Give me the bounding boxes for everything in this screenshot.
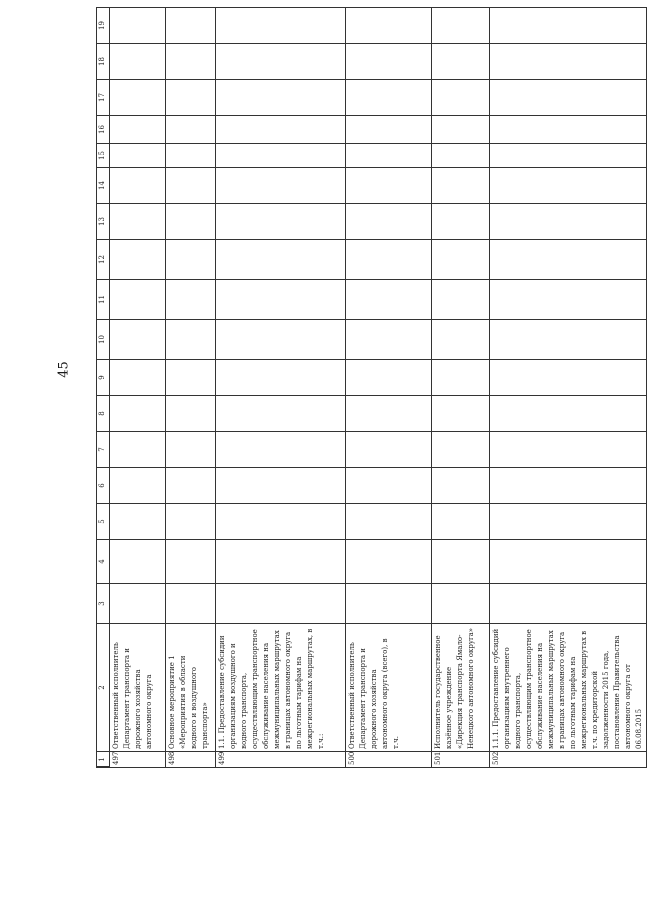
row-value-cell <box>432 396 490 432</box>
row-value-cell <box>432 204 490 240</box>
row-value-cell <box>110 360 166 396</box>
row-value-cell <box>110 504 166 540</box>
row-value-cell <box>346 44 432 80</box>
row-value-cell <box>490 584 647 624</box>
row-value-cell <box>432 504 490 540</box>
row-description: 1.1. Предоставление субсидии организациям воздушного и водного транспорта, осуществляющим транспортное обслуживание населения на межмуниципальных маршрутах в границах автономного округа по льготным тарифам на межрегиональных маршрутах, в т.ч.: <box>216 624 346 752</box>
row-value-cell <box>346 432 432 468</box>
row-value-cell <box>490 432 647 468</box>
row-value-cell <box>166 432 216 468</box>
row-value-cell <box>166 168 216 204</box>
row-description: 1.1.1. Предоставление субсидий организациям внутреннего водного транспорта, осуществляющим транспортное обслуживание населения на межмуниципальных маршрутах в границах автономного округа по льготным тарифам на межрегиональных маршрутах в т.ч. по кредиторской задолженности 2015 года, постановление Правительства автономного округа от 06.08.2015 <box>490 624 647 752</box>
row-value-cell <box>432 116 490 144</box>
row-value-cell <box>432 8 490 44</box>
column-header: 8 <box>97 396 110 432</box>
row-value-cell <box>166 8 216 44</box>
column-header: 19 <box>97 8 110 44</box>
row-value-cell <box>432 584 490 624</box>
row-description: Исполнитель государственное казённое учреждение «Дирекция транспорта Ямало-Ненецкого автономного округа» <box>432 624 490 752</box>
row-value-cell <box>490 280 647 320</box>
row-value-cell <box>216 584 346 624</box>
row-value-cell <box>166 540 216 584</box>
header-row <box>97 8 110 768</box>
row-number: 502 <box>490 752 647 768</box>
row-value-cell <box>490 116 647 144</box>
row-number: 498 <box>166 752 216 768</box>
frame-stub-line <box>96 12 97 34</box>
budget-table <box>96 7 647 768</box>
row-value-cell <box>490 80 647 116</box>
column-header: 15 <box>97 144 110 168</box>
row-value-cell <box>110 80 166 116</box>
table-row <box>110 8 166 768</box>
row-value-cell <box>432 468 490 504</box>
row-value-cell <box>346 144 432 168</box>
row-value-cell <box>432 540 490 584</box>
frame-stub-line <box>96 766 110 767</box>
table-row <box>166 8 216 768</box>
row-value-cell <box>490 204 647 240</box>
row-value-cell <box>110 584 166 624</box>
row-number: 500 <box>346 752 432 768</box>
row-value-cell <box>216 44 346 80</box>
column-header: 12 <box>97 240 110 280</box>
row-value-cell <box>432 320 490 360</box>
row-value-cell <box>110 320 166 360</box>
row-value-cell <box>110 8 166 44</box>
row-value-cell <box>490 360 647 396</box>
row-value-cell <box>490 540 647 584</box>
row-value-cell <box>346 320 432 360</box>
row-value-cell <box>346 280 432 320</box>
row-value-cell <box>110 240 166 280</box>
row-value-cell <box>110 168 166 204</box>
row-value-cell <box>166 280 216 320</box>
column-header: 18 <box>97 44 110 80</box>
column-header: 4 <box>97 540 110 584</box>
column-header: 5 <box>97 504 110 540</box>
row-value-cell <box>110 280 166 320</box>
row-value-cell <box>490 240 647 280</box>
row-value-cell <box>216 116 346 144</box>
row-value-cell <box>110 44 166 80</box>
row-value-cell <box>346 540 432 584</box>
row-value-cell <box>110 144 166 168</box>
column-header: 2 <box>97 624 110 752</box>
row-value-cell <box>432 240 490 280</box>
column-header: 14 <box>97 168 110 204</box>
row-value-cell <box>216 8 346 44</box>
column-header: 17 <box>97 80 110 116</box>
row-value-cell <box>346 204 432 240</box>
column-header: 3 <box>97 584 110 624</box>
table-row <box>216 8 346 768</box>
row-value-cell <box>346 168 432 204</box>
row-value-cell <box>490 468 647 504</box>
row-value-cell <box>346 584 432 624</box>
row-value-cell <box>346 468 432 504</box>
row-value-cell <box>166 396 216 432</box>
row-value-cell <box>166 584 216 624</box>
column-header: 9 <box>97 360 110 396</box>
row-value-cell <box>216 504 346 540</box>
column-header: 10 <box>97 320 110 360</box>
table-row <box>346 8 432 768</box>
row-value-cell <box>110 396 166 432</box>
row-value-cell <box>216 240 346 280</box>
row-value-cell <box>216 320 346 360</box>
table-row <box>490 8 647 768</box>
row-value-cell <box>346 360 432 396</box>
row-value-cell <box>216 80 346 116</box>
row-value-cell <box>110 468 166 504</box>
column-header: 16 <box>97 116 110 144</box>
row-value-cell <box>432 144 490 168</box>
row-number: 501 <box>432 752 490 768</box>
column-header: 1 <box>97 752 110 768</box>
column-header: 13 <box>97 204 110 240</box>
row-value-cell <box>166 204 216 240</box>
row-value-cell <box>166 144 216 168</box>
row-value-cell <box>432 44 490 80</box>
row-value-cell <box>216 204 346 240</box>
row-value-cell <box>490 168 647 204</box>
row-value-cell <box>216 468 346 504</box>
row-value-cell <box>490 504 647 540</box>
row-value-cell <box>216 360 346 396</box>
row-value-cell <box>490 144 647 168</box>
row-value-cell <box>432 360 490 396</box>
row-value-cell <box>490 44 647 80</box>
row-value-cell <box>346 504 432 540</box>
row-value-cell <box>166 468 216 504</box>
row-value-cell <box>346 396 432 432</box>
row-description: Основное мероприятие 1 «Мероприятия в области водного и воздушного транспорта» <box>166 624 216 752</box>
row-value-cell <box>432 280 490 320</box>
row-value-cell <box>346 8 432 44</box>
row-value-cell <box>216 432 346 468</box>
row-number: 497 <box>110 752 166 768</box>
column-header: 6 <box>97 468 110 504</box>
row-value-cell <box>346 80 432 116</box>
column-header: 11 <box>97 280 110 320</box>
row-value-cell <box>110 116 166 144</box>
row-value-cell <box>166 116 216 144</box>
row-value-cell <box>432 168 490 204</box>
row-value-cell <box>110 540 166 584</box>
row-value-cell <box>490 320 647 360</box>
row-value-cell <box>110 204 166 240</box>
row-value-cell <box>490 396 647 432</box>
row-value-cell <box>166 44 216 80</box>
rotated-table-wrapper <box>96 12 643 768</box>
column-header: 7 <box>97 432 110 468</box>
row-value-cell <box>216 396 346 432</box>
row-value-cell <box>432 80 490 116</box>
row-number: 499 <box>216 752 346 768</box>
row-value-cell <box>346 116 432 144</box>
row-value-cell <box>166 360 216 396</box>
row-value-cell <box>432 432 490 468</box>
row-value-cell <box>216 280 346 320</box>
row-value-cell <box>216 144 346 168</box>
row-description: Ответственный исполнитель Департамент транспорта и дорожного хозяйства автономного округа <box>110 624 166 752</box>
row-value-cell <box>346 240 432 280</box>
row-value-cell <box>490 8 647 44</box>
table-row <box>432 8 490 768</box>
row-value-cell <box>216 168 346 204</box>
row-description: Ответственный исполнитель Департамент транспорта и дорожного хозяйства автономного округа (всего), в т.ч. <box>346 624 432 752</box>
row-value-cell <box>166 240 216 280</box>
page-number: 45 <box>56 361 72 378</box>
row-value-cell <box>166 504 216 540</box>
row-value-cell <box>110 432 166 468</box>
row-value-cell <box>216 540 346 584</box>
row-value-cell <box>166 80 216 116</box>
row-value-cell <box>166 320 216 360</box>
